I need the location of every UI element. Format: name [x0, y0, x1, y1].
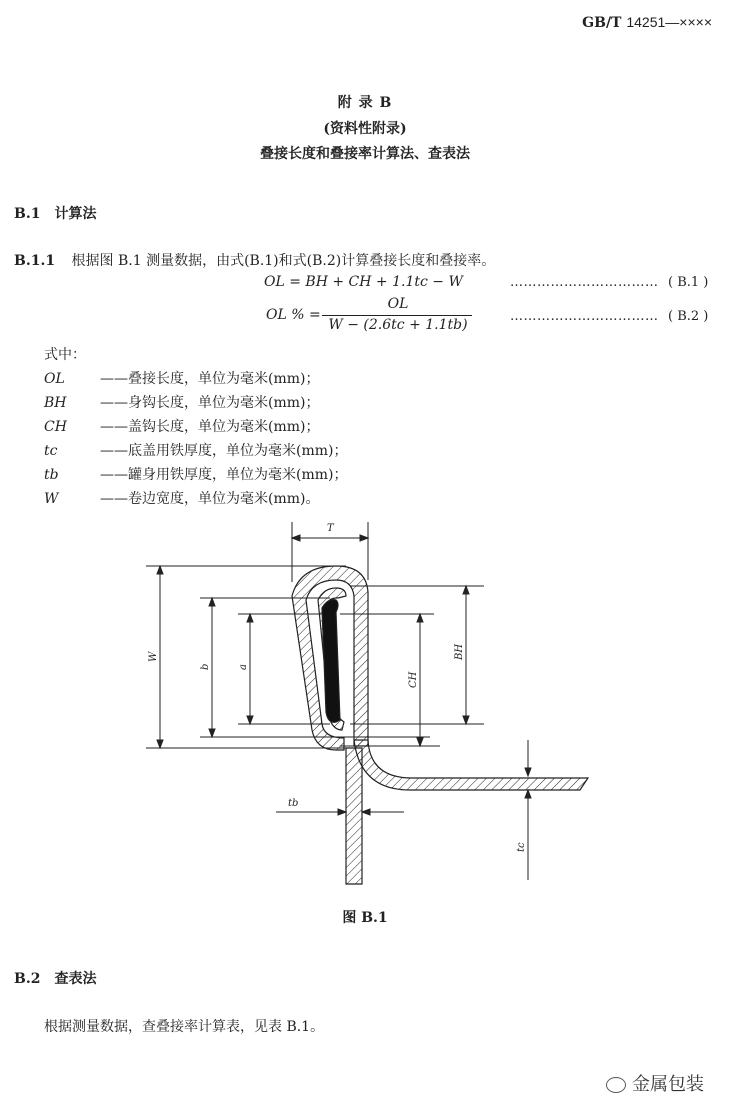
- section-b2-heading: [14, 968, 96, 988]
- definition-ch: [44, 416, 319, 436]
- annex-title: 附 录 B: [337, 95, 393, 111]
- section-b1-heading: [14, 203, 96, 223]
- formula-b1-leader: ……………………………: [510, 275, 659, 290]
- formula-b1-number: ( B.1 ): [668, 275, 709, 290]
- definition-text: ——底盖用铁厚度，单位为毫米(mm)；: [100, 443, 348, 459]
- formula-b2-denominator: W − (2.6tc + 1.1tb): [328, 317, 468, 333]
- definition-text: ——卷边宽度，单位为毫米(mm)。: [100, 491, 320, 507]
- clause-number: B.1.1: [14, 253, 56, 269]
- label-BH: BH: [454, 643, 465, 660]
- label-b: b: [200, 663, 211, 670]
- section-number: B.1: [14, 206, 41, 222]
- clause-text: 根据图 B.1 测量数据，由式(B.1)和式(B.2)计算叠接长度和叠接率。: [71, 253, 496, 269]
- formula-b2-leader: ……………………………: [510, 309, 659, 324]
- watermark: [606, 1070, 704, 1096]
- standard-header: [582, 14, 712, 31]
- section-b2-text: 根据测量数据，查叠接率计算表，见表 B.1。: [44, 1019, 325, 1035]
- section-title: 计算法: [54, 206, 97, 222]
- section-title: 查表法: [54, 971, 97, 987]
- definition-ol: [44, 368, 319, 388]
- standard-number: 14251—××××: [626, 14, 712, 30]
- definition-symbol: OL: [44, 371, 65, 387]
- double-seam-diagram: [0, 510, 730, 900]
- definition-symbol: tb: [44, 467, 59, 483]
- definition-w: [44, 488, 319, 508]
- figure-caption: 图 B.1: [342, 910, 388, 926]
- formula-b2-numerator: OL: [387, 296, 409, 312]
- definition-tb: [44, 464, 347, 484]
- standard-prefix: GB/T: [582, 15, 622, 31]
- section-number: B.2: [14, 971, 41, 987]
- chat-bubble-icon: [606, 1077, 626, 1093]
- definition-text: ——叠接长度，单位为毫米(mm)；: [100, 371, 320, 387]
- label-tc: tc: [516, 842, 527, 852]
- annex-type: (资料性附录): [323, 121, 407, 137]
- definition-symbol: tc: [44, 443, 58, 459]
- watermark-text: 金属包装: [632, 1074, 704, 1095]
- label-W: W: [148, 651, 159, 662]
- formula-b1: OL = BH + CH + 1.1tc − W: [264, 274, 463, 290]
- definition-text: ——罐身用铁厚度，单位为毫米(mm)；: [100, 467, 348, 483]
- definition-symbol: CH: [44, 419, 67, 435]
- label-a: a: [238, 664, 249, 670]
- definitions-intro: 式中：: [44, 347, 86, 363]
- definition-text: ——盖钩长度，单位为毫米(mm)；: [100, 419, 320, 435]
- label-tb: tb: [288, 798, 299, 809]
- annex-main-title: 叠接长度和叠接率计算法、查表法: [260, 146, 470, 162]
- formula-b2-number: ( B.2 ): [668, 309, 709, 324]
- fraction-bar: [322, 315, 472, 316]
- definition-text: ——身钩长度，单位为毫米(mm)；: [100, 395, 320, 411]
- definition-tc: [44, 440, 347, 460]
- clause-b11: [14, 250, 495, 270]
- definition-symbol: W: [44, 491, 59, 507]
- label-CH: CH: [408, 671, 419, 688]
- definition-symbol: BH: [44, 395, 67, 411]
- label-T: T: [327, 523, 334, 534]
- formula-b2-lhs: OL % =: [266, 307, 321, 323]
- definition-bh: [44, 392, 319, 412]
